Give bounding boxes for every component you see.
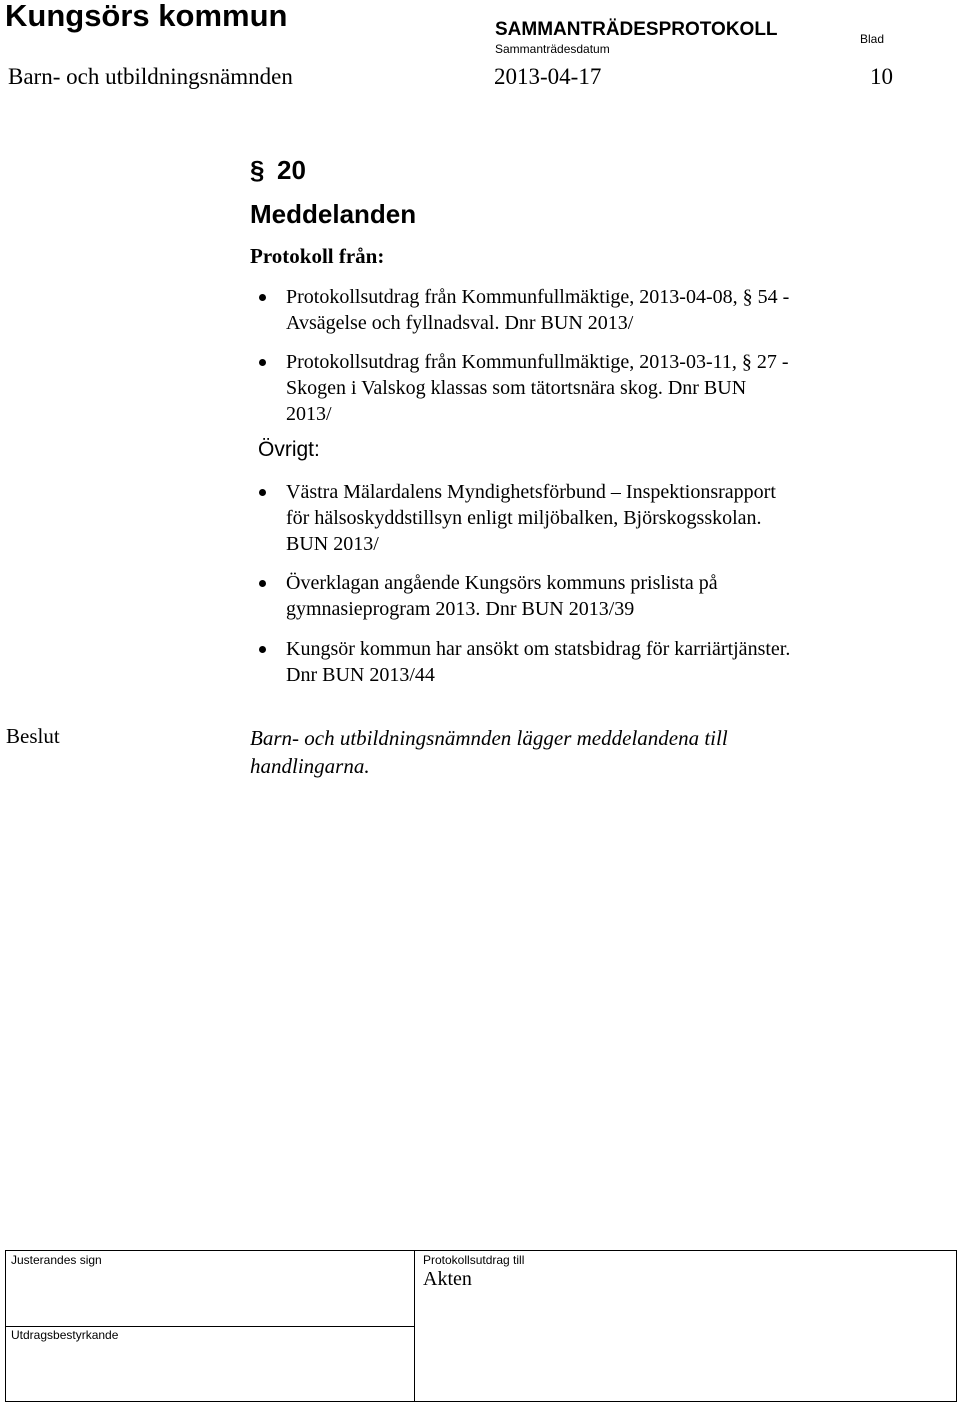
paragraph-heading [250,155,306,186]
document-type: SAMMANTRÄDESPROTOKOLL [495,19,778,40]
page-number: 10 [870,64,893,89]
decision-line: handlingarna. [250,754,370,778]
meeting-date-label: Sammanträdesdatum [495,42,610,56]
list-item-line: Skogen i Valskog klassas som tätortsnära skog. Dnr BUN [286,377,747,399]
decision-label: Beslut [6,724,60,748]
organization-name: Kungsörs kommun [5,0,288,33]
bullet-icon [259,359,266,366]
divider [6,1326,414,1327]
committee-name: Barn- och utbildningsnämnden [8,64,293,89]
list-item-line: BUN 2013/ [286,533,379,555]
list-item-line: 2013/ [286,403,332,425]
list-item-line: gymnasieprogram 2013. Dnr BUN 2013/39 [286,598,635,620]
bullet-icon [259,580,266,587]
certifier-label: Utdragsbestyrkande [11,1328,119,1342]
list-item-line: för hälsoskyddstillsyn enligt miljöbalken, Björskogsskolan. [286,507,762,529]
list-item [286,349,789,427]
list-item [286,284,789,336]
list-item-line: Dnr BUN 2013/44 [286,664,435,686]
divider [414,1251,415,1402]
list-item-line: Västra Mälardalens Myndighetsförbund – Inspektionsrapport [286,481,776,503]
paragraph-sign: § [250,155,265,185]
list-item [286,479,776,557]
extract-label: Protokollsutdrag till [423,1253,525,1267]
meeting-date: 2013-04-17 [494,64,602,89]
decision-line: Barn- och utbildningsnämnden lägger meddelandena till [250,726,728,750]
list-item-line: Protokollsutdrag från Kommunfullmäktige, 2013-04-08, § 54 - [286,286,790,308]
list-item-line: Kungsör kommun har ansökt om statsbidrag för karriärtjänster. [286,638,791,660]
signature-box [5,1250,957,1402]
extract-recipient: Akten [423,1268,472,1290]
other-heading: Övrigt: [258,438,320,461]
list-item [286,636,790,688]
decision-text [250,724,728,780]
list-item [286,570,718,622]
protocols-heading: Protokoll från: [250,244,385,268]
signer-label: Justerandes sign [11,1253,102,1267]
paragraph-number: 20 [277,155,306,185]
bullet-icon [259,294,266,301]
bullet-icon [259,646,266,653]
section-title: Meddelanden [250,199,417,229]
bullet-icon [259,489,266,496]
list-item-line: Överklagan angående Kungsörs kommuns prislista på [286,572,718,594]
list-item-line: Protokollsutdrag från Kommunfullmäktige, 2013-03-11, § 27 - [286,351,789,373]
list-item-line: Avsägelse och fyllnadsval. Dnr BUN 2013/ [286,312,634,334]
page-label: Blad [860,32,885,46]
